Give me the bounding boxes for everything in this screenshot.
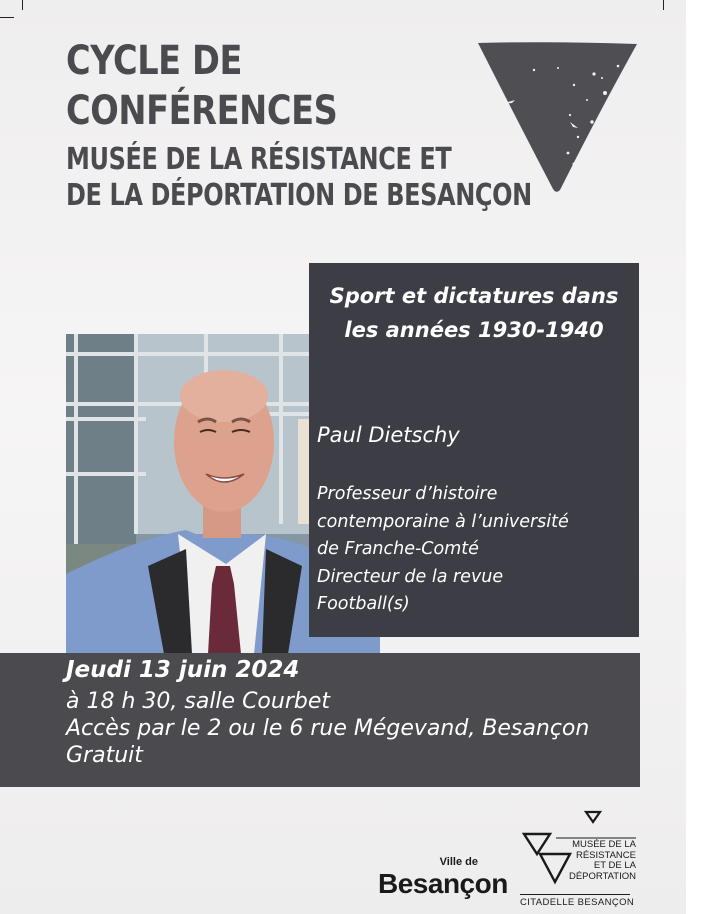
musee-name-line: RÉSISTANCE (575, 849, 636, 861)
event-price: Gratuit (66, 743, 143, 768)
speaker-name: Paul Dietschy (317, 423, 460, 447)
conference-box (309, 263, 639, 637)
event-info-bar (0, 653, 640, 787)
musee-name-line: ET DE LA (593, 860, 636, 871)
ville-besancon-logo (378, 856, 508, 906)
musee-citadelle: CITADELLE BESANÇON (520, 897, 635, 908)
speaker-role (317, 481, 569, 619)
conference-title-line1: Sport et dictatures dans (329, 284, 619, 308)
title-cycle: CYCLE DE (66, 38, 242, 84)
triangle-emblem-icon (474, 40, 640, 194)
crop-mark-top-left (0, 17, 14, 18)
musee-name-line: DÉPORTATION (568, 870, 636, 882)
title-conferences: CONFÉRENCES (66, 88, 338, 134)
event-access: Accès par le 2 ou le 6 rue Mégevand, Besançon (66, 716, 590, 741)
speaker-role-line: de Franche-Comté (317, 539, 479, 559)
conference-title-line2: les années 1930-1940 (344, 318, 604, 342)
musee-divider (520, 894, 630, 895)
crop-mark-top-right-v (663, 0, 664, 10)
speaker-role-line: contemporaine à l’université (317, 511, 569, 532)
musee-name (520, 840, 636, 882)
besancon-label: Besançon (378, 868, 508, 899)
title-musee: MUSÉE DE LA RÉSISTANCE ET (66, 142, 452, 177)
crop-mark-top-left-v (22, 0, 23, 10)
speaker-role-line: Directeur de la revue (317, 566, 504, 587)
speaker-role-line: Professeur d’histoire (317, 484, 498, 504)
title-deportation: DE LA DÉPORTATION DE BESANÇON (66, 178, 532, 213)
event-time-place: à 18 h 30, salle Courbet (66, 689, 331, 714)
musee-name-line: MUSÉE DE LA (572, 839, 636, 850)
ville-de-label: Ville de (439, 856, 478, 868)
event-date: Jeudi 13 juin 2024 (66, 657, 300, 683)
speaker-role-line: Football(s) (317, 594, 410, 614)
conference-title (309, 279, 639, 347)
musee-logo (520, 806, 640, 912)
